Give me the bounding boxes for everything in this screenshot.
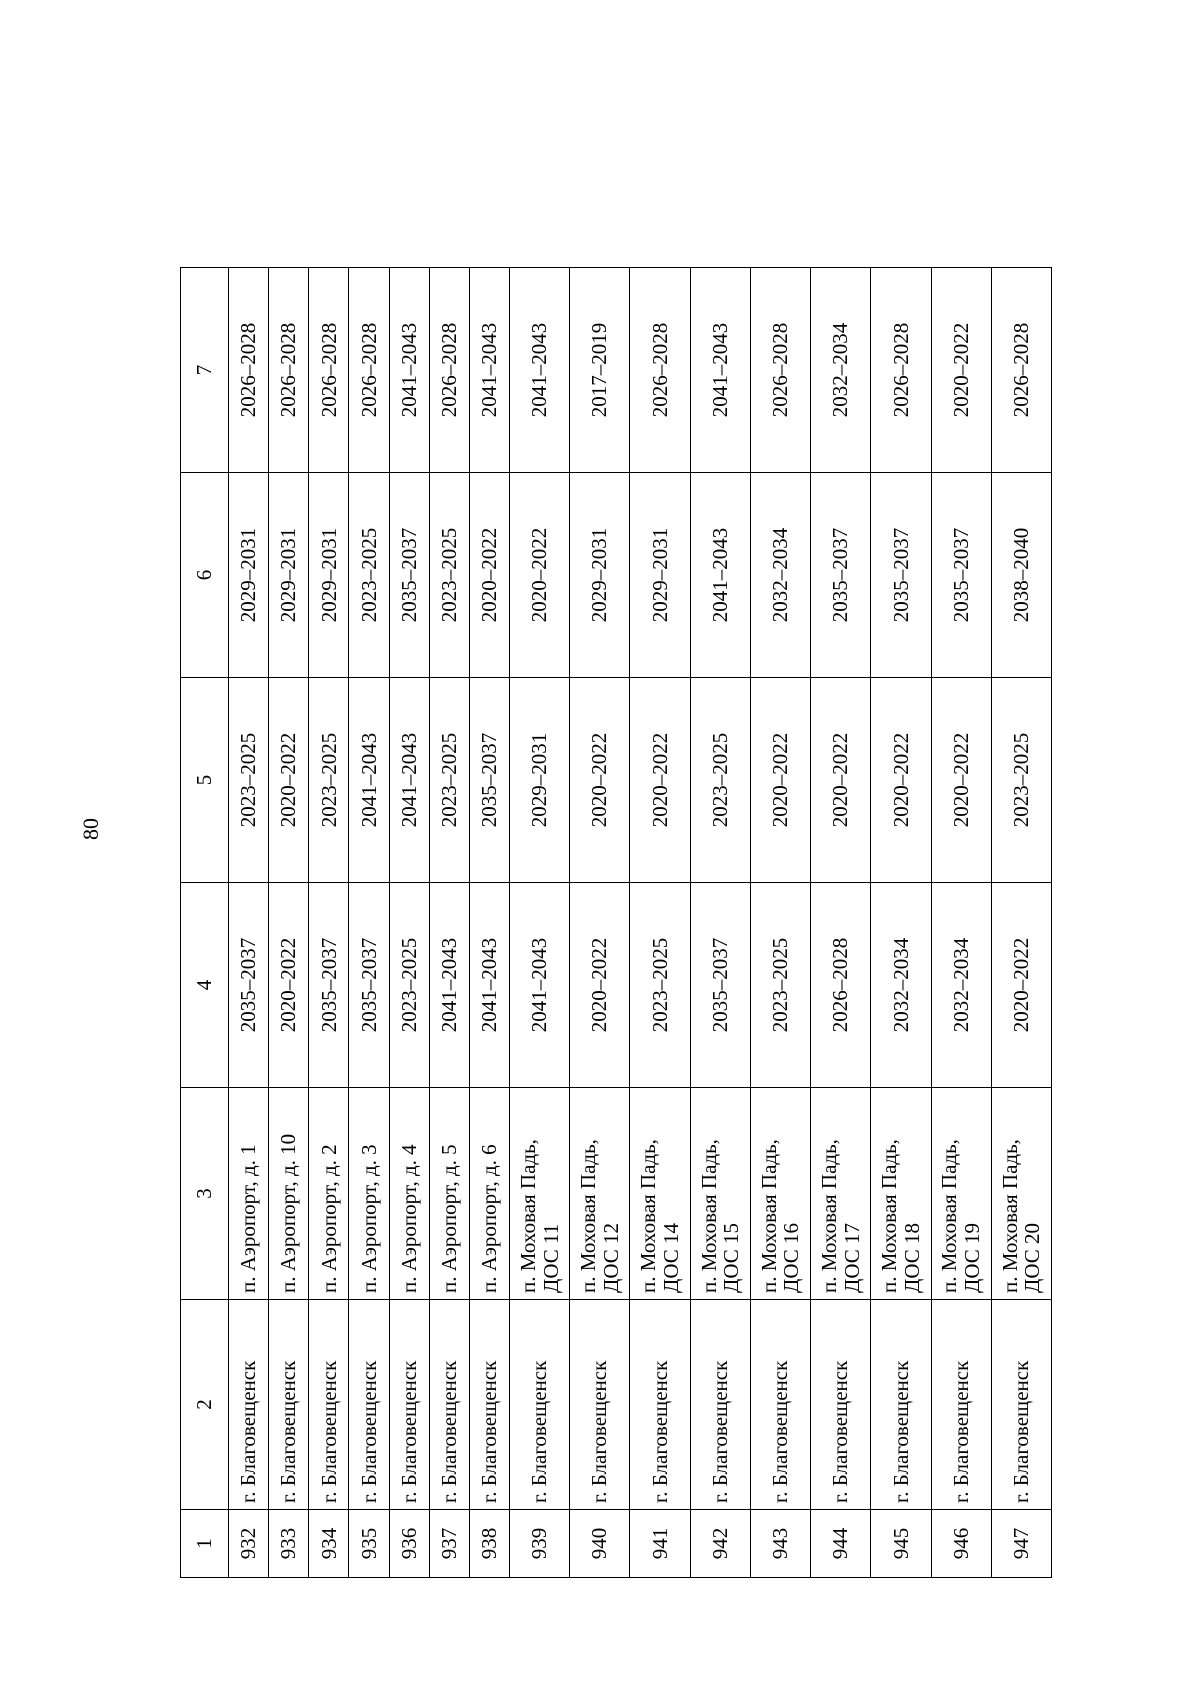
period-col6-cell: 2032–2034 xyxy=(750,473,810,678)
table-row xyxy=(871,268,931,1578)
row-number-cell: 932 xyxy=(229,1510,269,1578)
period-col4-cell: 2035–2037 xyxy=(229,883,269,1088)
period-col7-cell: 2026–2028 xyxy=(309,268,349,473)
period-col4-cell: 2032–2034 xyxy=(871,883,931,1088)
period-col4-cell: 2023–2025 xyxy=(630,883,690,1088)
period-col5-cell: 2020–2022 xyxy=(750,678,810,883)
period-col6-cell: 2023–2025 xyxy=(429,473,469,678)
column-header: 1 xyxy=(181,1510,229,1578)
city-cell: г. Благовещенск xyxy=(469,1300,509,1510)
city-cell: г. Благовещенск xyxy=(309,1300,349,1510)
row-number-cell: 933 xyxy=(269,1510,309,1578)
period-col5-cell: 2041–2043 xyxy=(389,678,429,883)
period-col6-cell: 2035–2037 xyxy=(871,473,931,678)
table-row xyxy=(931,268,991,1578)
period-col6-cell: 2020–2022 xyxy=(469,473,509,678)
table-row xyxy=(750,268,810,1578)
period-col7-cell: 2026–2028 xyxy=(429,268,469,473)
city-cell: г. Благовещенск xyxy=(429,1300,469,1510)
address-cell: п. Моховая Падь, ДОС 17 xyxy=(811,1088,871,1300)
period-col5-cell: 2023–2025 xyxy=(690,678,750,883)
table-row xyxy=(349,268,389,1578)
city-cell: г. Благовещенск xyxy=(871,1300,931,1510)
period-col6-cell: 2041–2043 xyxy=(690,473,750,678)
period-col7-cell: 2041–2043 xyxy=(509,268,569,473)
period-col6-cell: 2029–2031 xyxy=(309,473,349,678)
period-col6-cell: 2035–2037 xyxy=(389,473,429,678)
address-cell: п. Аэропорт, д. 6 xyxy=(469,1088,509,1300)
period-col4-cell: 2026–2028 xyxy=(811,883,871,1088)
header-row xyxy=(181,268,229,1578)
registry-table xyxy=(180,267,1052,1578)
period-col5-cell: 2041–2043 xyxy=(349,678,389,883)
period-col5-cell: 2035–2037 xyxy=(469,678,509,883)
period-col6-cell: 2029–2031 xyxy=(630,473,690,678)
address-cell: п. Аэропорт, д. 5 xyxy=(429,1088,469,1300)
table-row xyxy=(690,268,750,1578)
city-cell: г. Благовещенск xyxy=(991,1300,1051,1510)
period-col4-cell: 2035–2037 xyxy=(690,883,750,1088)
period-col5-cell: 2023–2025 xyxy=(429,678,469,883)
city-cell: г. Благовещенск xyxy=(229,1300,269,1510)
period-col7-cell: 2041–2043 xyxy=(389,268,429,473)
city-cell: г. Благовещенск xyxy=(630,1300,690,1510)
row-number-cell: 938 xyxy=(469,1510,509,1578)
period-col4-cell: 2023–2025 xyxy=(389,883,429,1088)
row-number-cell: 939 xyxy=(509,1510,569,1578)
registry-table-container xyxy=(180,268,1052,1578)
address-cell: п. Моховая Падь, ДОС 15 xyxy=(690,1088,750,1300)
column-header: 5 xyxy=(181,678,229,883)
period-col4-cell: 2041–2043 xyxy=(429,883,469,1088)
period-col7-cell: 2041–2043 xyxy=(469,268,509,473)
row-number-cell: 942 xyxy=(690,1510,750,1578)
period-col4-cell: 2032–2034 xyxy=(931,883,991,1088)
period-col7-cell: 2026–2028 xyxy=(991,268,1051,473)
city-cell: г. Благовещенск xyxy=(509,1300,569,1510)
period-col4-cell: 2041–2043 xyxy=(509,883,569,1088)
row-number-cell: 946 xyxy=(931,1510,991,1578)
address-cell: п. Моховая Падь, ДОС 16 xyxy=(750,1088,810,1300)
address-cell: п. Моховая Падь, ДОС 20 xyxy=(991,1088,1051,1300)
period-col4-cell: 2041–2043 xyxy=(469,883,509,1088)
table-row xyxy=(469,268,509,1578)
period-col7-cell: 2026–2028 xyxy=(229,268,269,473)
city-cell: г. Благовещенск xyxy=(389,1300,429,1510)
table-row xyxy=(429,268,469,1578)
city-cell: г. Благовещенск xyxy=(269,1300,309,1510)
row-number-cell: 934 xyxy=(309,1510,349,1578)
period-col6-cell: 2035–2037 xyxy=(931,473,991,678)
period-col7-cell: 2026–2028 xyxy=(630,268,690,473)
column-header: 2 xyxy=(181,1300,229,1510)
period-col7-cell: 2026–2028 xyxy=(750,268,810,473)
table-row xyxy=(269,268,309,1578)
period-col5-cell: 2023–2025 xyxy=(229,678,269,883)
row-number-cell: 935 xyxy=(349,1510,389,1578)
period-col6-cell: 2020–2022 xyxy=(509,473,569,678)
column-header: 3 xyxy=(181,1088,229,1300)
period-col5-cell: 2020–2022 xyxy=(570,678,630,883)
table-row xyxy=(570,268,630,1578)
city-cell: г. Благовещенск xyxy=(811,1300,871,1510)
address-cell: п. Аэропорт, д. 10 xyxy=(269,1088,309,1300)
city-cell: г. Благовещенск xyxy=(750,1300,810,1510)
period-col6-cell: 2038–2040 xyxy=(991,473,1051,678)
table-row xyxy=(509,268,569,1578)
period-col6-cell: 2035–2037 xyxy=(811,473,871,678)
period-col4-cell: 2020–2022 xyxy=(991,883,1051,1088)
row-number-cell: 943 xyxy=(750,1510,810,1578)
table-body xyxy=(229,268,1052,1578)
period-col7-cell: 2020–2022 xyxy=(931,268,991,473)
address-cell: п. Моховая Падь, ДОС 19 xyxy=(931,1088,991,1300)
period-col4-cell: 2035–2037 xyxy=(349,883,389,1088)
period-col5-cell: 2020–2022 xyxy=(269,678,309,883)
period-col6-cell: 2029–2031 xyxy=(269,473,309,678)
table-row xyxy=(309,268,349,1578)
address-cell: п. Моховая Падь, ДОС 11 xyxy=(509,1088,569,1300)
city-cell: г. Благовещенск xyxy=(349,1300,389,1510)
period-col6-cell: 2029–2031 xyxy=(570,473,630,678)
period-col4-cell: 2035–2037 xyxy=(309,883,349,1088)
period-col5-cell: 2029–2031 xyxy=(509,678,569,883)
city-cell: г. Благовещенск xyxy=(570,1300,630,1510)
period-col5-cell: 2020–2022 xyxy=(931,678,991,883)
row-number-cell: 940 xyxy=(570,1510,630,1578)
address-cell: п. Аэропорт, д. 1 xyxy=(229,1088,269,1300)
address-cell: п. Аэропорт, д. 3 xyxy=(349,1088,389,1300)
period-col7-cell: 2026–2028 xyxy=(269,268,309,473)
period-col6-cell: 2023–2025 xyxy=(349,473,389,678)
period-col5-cell: 2023–2025 xyxy=(991,678,1051,883)
address-cell: п. Моховая Падь, ДОС 18 xyxy=(871,1088,931,1300)
row-number-cell: 944 xyxy=(811,1510,871,1578)
table-row xyxy=(811,268,871,1578)
column-header: 6 xyxy=(181,473,229,678)
address-cell: п. Аэропорт, д. 4 xyxy=(389,1088,429,1300)
period-col5-cell: 2020–2022 xyxy=(811,678,871,883)
row-number-cell: 937 xyxy=(429,1510,469,1578)
address-cell: п. Аэропорт, д. 2 xyxy=(309,1088,349,1300)
page-number: 80 xyxy=(78,818,103,840)
period-col7-cell: 2026–2028 xyxy=(871,268,931,473)
period-col6-cell: 2029–2031 xyxy=(229,473,269,678)
period-col5-cell: 2023–2025 xyxy=(309,678,349,883)
row-number-cell: 947 xyxy=(991,1510,1051,1578)
address-cell: п. Моховая Падь, ДОС 12 xyxy=(570,1088,630,1300)
period-col7-cell: 2032–2034 xyxy=(811,268,871,473)
period-col4-cell: 2023–2025 xyxy=(750,883,810,1088)
table-row xyxy=(229,268,269,1578)
table-row xyxy=(630,268,690,1578)
column-header: 7 xyxy=(181,268,229,473)
table-row xyxy=(991,268,1051,1578)
column-header: 4 xyxy=(181,883,229,1088)
period-col4-cell: 2020–2022 xyxy=(570,883,630,1088)
period-col5-cell: 2020–2022 xyxy=(871,678,931,883)
period-col4-cell: 2020–2022 xyxy=(269,883,309,1088)
row-number-cell: 945 xyxy=(871,1510,931,1578)
city-cell: г. Благовещенск xyxy=(931,1300,991,1510)
period-col7-cell: 2017–2019 xyxy=(570,268,630,473)
period-col7-cell: 2041–2043 xyxy=(690,268,750,473)
city-cell: г. Благовещенск xyxy=(690,1300,750,1510)
period-col7-cell: 2026–2028 xyxy=(349,268,389,473)
row-number-cell: 941 xyxy=(630,1510,690,1578)
table-row xyxy=(389,268,429,1578)
row-number-cell: 936 xyxy=(389,1510,429,1578)
address-cell: п. Моховая Падь, ДОС 14 xyxy=(630,1088,690,1300)
period-col5-cell: 2020–2022 xyxy=(630,678,690,883)
